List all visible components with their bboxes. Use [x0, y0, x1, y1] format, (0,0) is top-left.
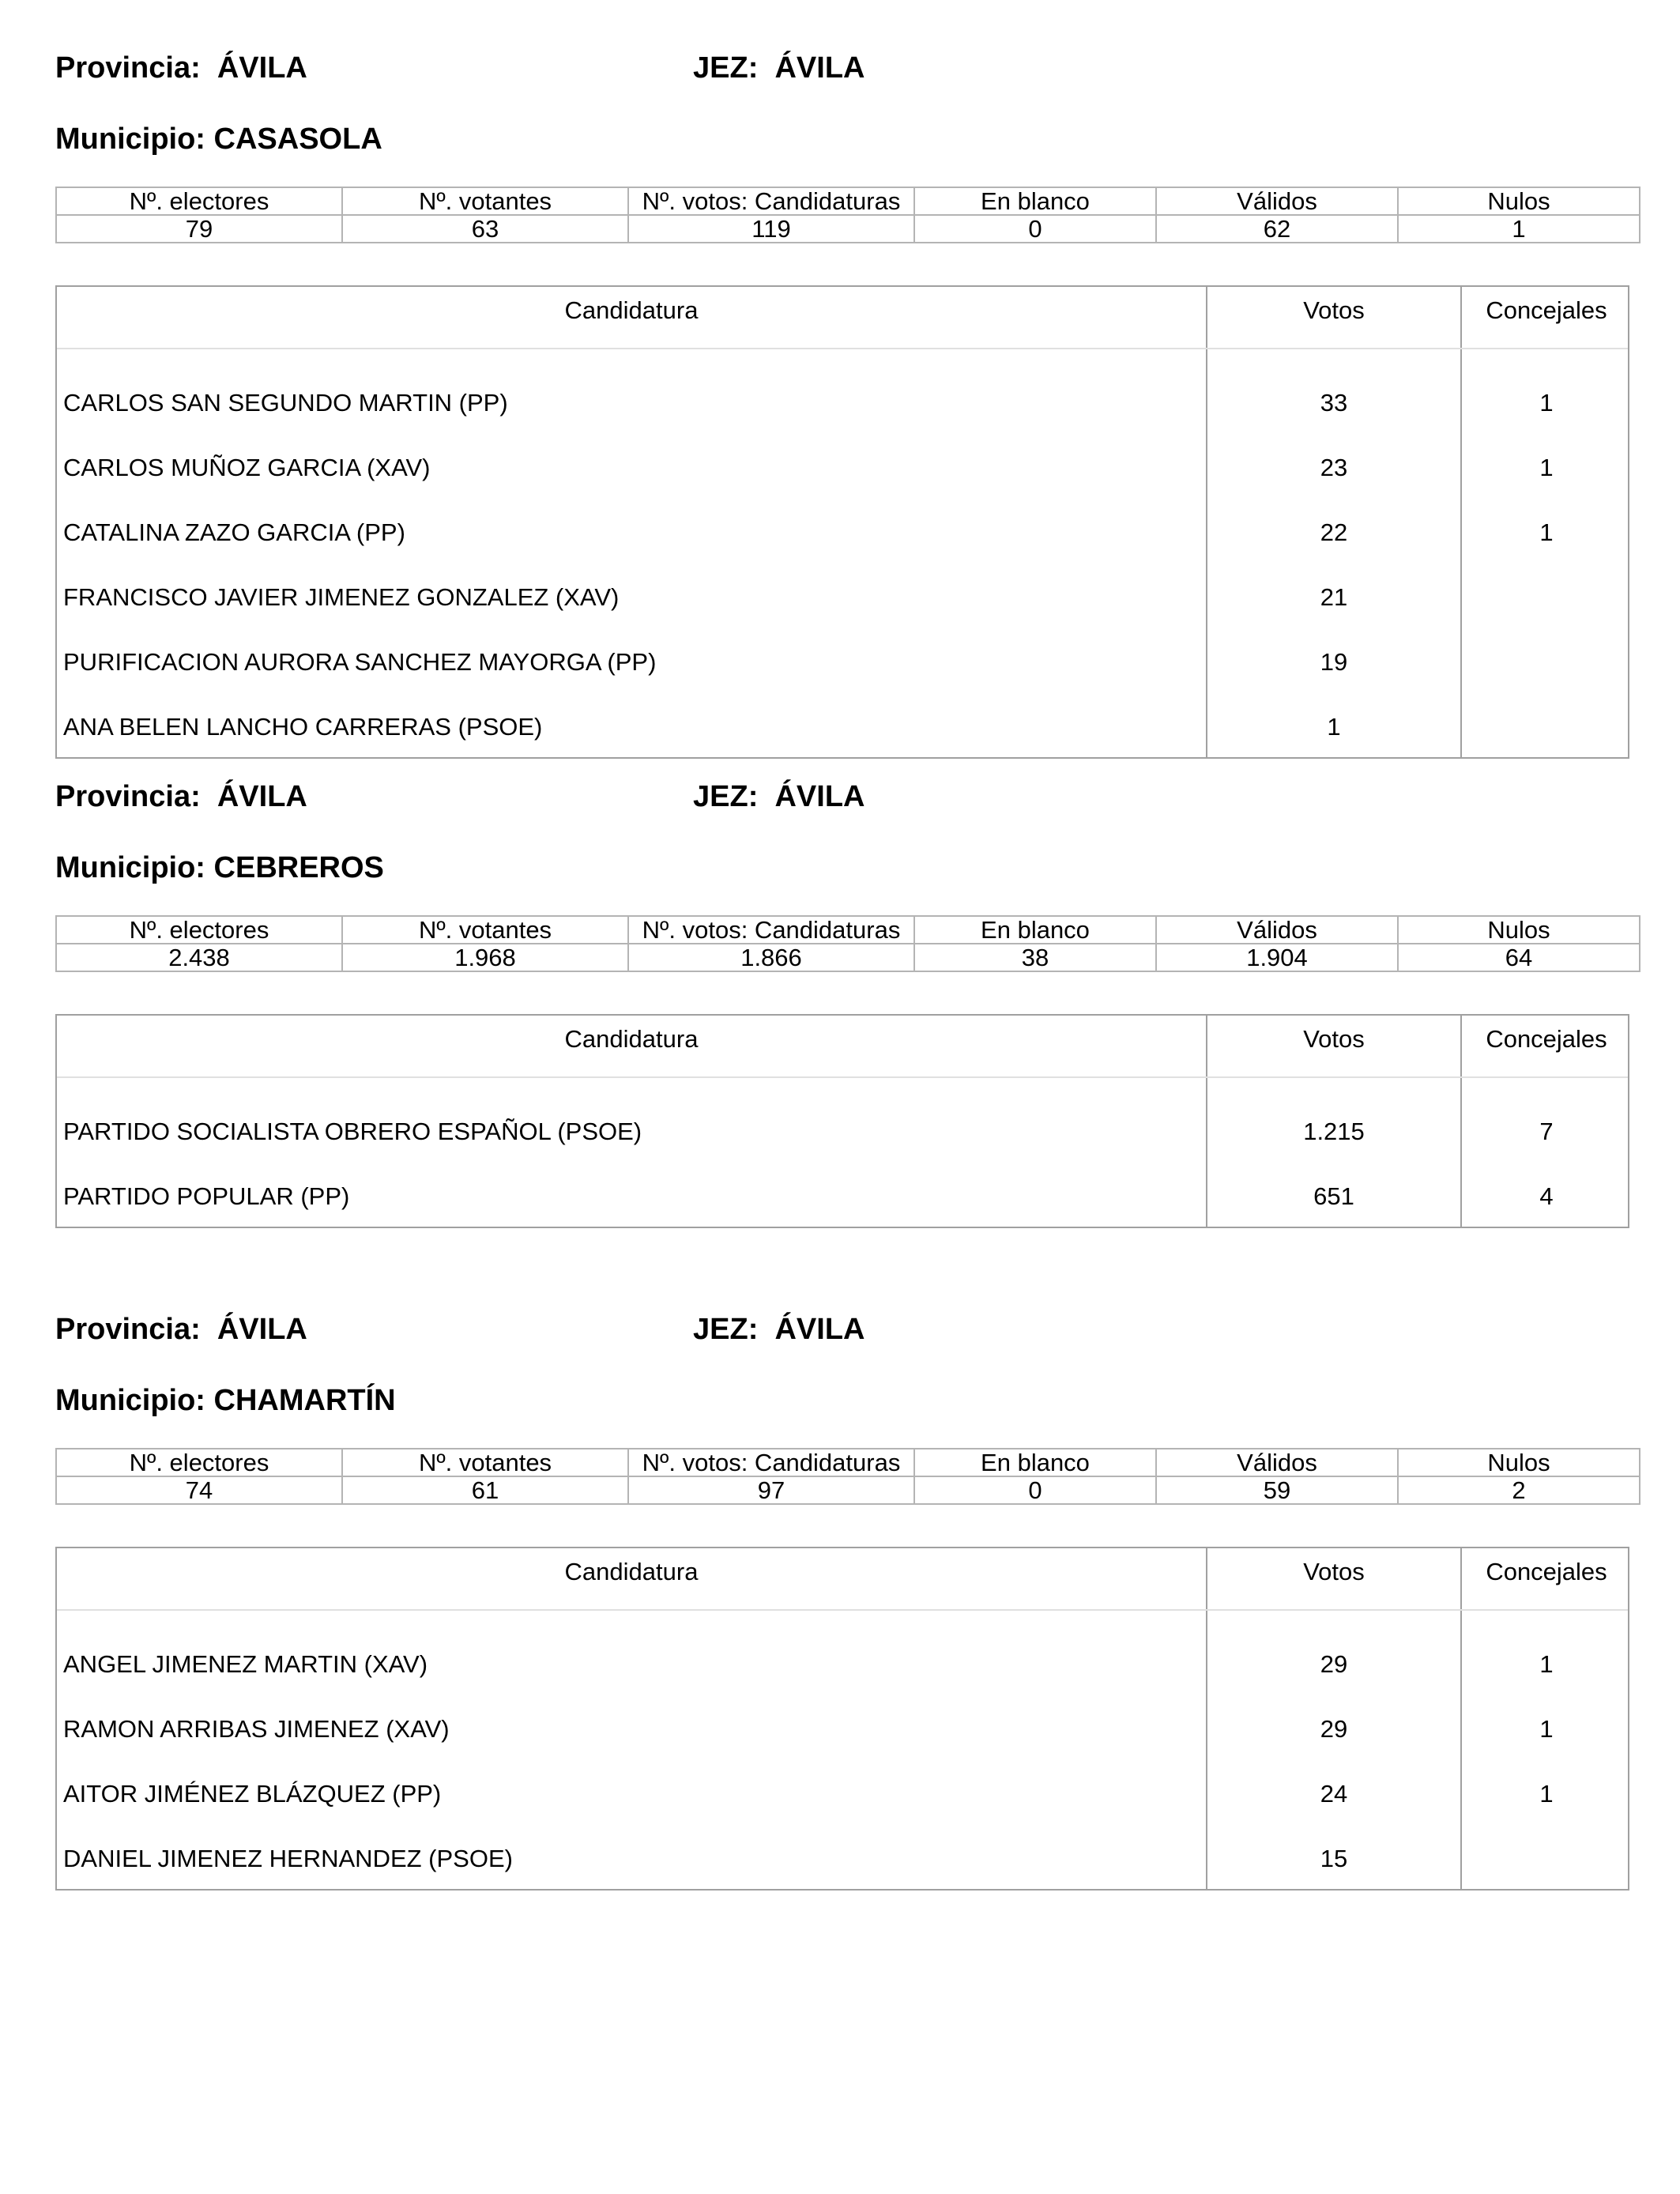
- stats-header-cell: Válidos: [1156, 916, 1398, 944]
- stats-header-cell: Nº. electores: [56, 916, 342, 944]
- stats-value-cell: 79: [56, 215, 342, 243]
- stats-header-cell: En blanco: [914, 1449, 1156, 1476]
- candidate-councillors-cell: [1460, 563, 1631, 628]
- stats-value-row: [56, 944, 1640, 971]
- candidate-votes: 23: [1320, 454, 1348, 481]
- candidate-votes: 22: [1320, 518, 1348, 546]
- stats-value-cell: 0: [914, 1476, 1156, 1504]
- candidate-councillors-cell: [1460, 1097, 1631, 1162]
- stats-value-cell: 1.968: [342, 944, 628, 971]
- candidate-councillors: 1: [1539, 1715, 1554, 1743]
- candidate-name-cell: [57, 498, 1206, 563]
- gap-cell: [1206, 1611, 1460, 1630]
- candidate-row: [57, 628, 1628, 692]
- candidate-votes-cell: [1206, 1695, 1460, 1759]
- candidate-name: PURIFICACION AURORA SANCHEZ MAYORGA (PP): [63, 648, 657, 676]
- stats-value-cell: 1: [1398, 215, 1640, 243]
- candidate-name: CARLOS MUÑOZ GARCIA (XAV): [63, 454, 431, 481]
- candidate-votes-cell: [1206, 1097, 1460, 1162]
- stats-header-row: [56, 187, 1640, 215]
- candidate-votes-cell: [1206, 1630, 1460, 1695]
- header-label-votos: Votos: [1303, 1558, 1365, 1585]
- stats-value-cell: 0: [914, 215, 1156, 243]
- gap-cell: [1460, 349, 1631, 368]
- jez-label: JEZ:: [693, 780, 759, 813]
- jez-header: [693, 51, 864, 85]
- header-cell-candidatura: [57, 1016, 1206, 1076]
- stats-header-cell: Nº. votantes: [342, 1449, 628, 1476]
- header-cell-votos: [1206, 1548, 1460, 1609]
- candidate-councillors-cell: [1460, 692, 1631, 757]
- jez-value: ÁVILA: [774, 780, 865, 813]
- candidate-councillors: 1: [1539, 454, 1554, 481]
- stats-value-cell: 62: [1156, 215, 1398, 243]
- jez-value: ÁVILA: [774, 1313, 865, 1346]
- candidate-councillors-cell: [1460, 628, 1631, 692]
- candidate-votes: 21: [1320, 583, 1348, 611]
- provincia-header: [55, 1312, 307, 1347]
- candidate-votes: 651: [1313, 1182, 1354, 1210]
- candidate-councillors-cell: [1460, 1759, 1631, 1824]
- candidate-votes-cell: [1206, 1162, 1460, 1227]
- header-gap: [57, 349, 1628, 368]
- candidate-name-cell: [57, 1630, 1206, 1695]
- candidate-votes-cell: [1206, 1824, 1460, 1889]
- stats-header-cell: Nº. votos: Candidaturas: [628, 1449, 914, 1476]
- header-cell-concejales: [1460, 1016, 1631, 1076]
- candidate-name-cell: [57, 368, 1206, 433]
- header-cell-candidatura: [57, 287, 1206, 348]
- candidate-row: [57, 368, 1628, 433]
- header-cell-votos: [1206, 287, 1460, 348]
- municipio-header: [55, 850, 384, 885]
- candidate-name-cell: [57, 692, 1206, 757]
- candidate-votes: 29: [1320, 1650, 1348, 1678]
- candidate-councillors-cell: [1460, 368, 1631, 433]
- gap-cell: [57, 1611, 1206, 1630]
- candidate-row: [57, 1097, 1628, 1162]
- candidate-councillors: 1: [1539, 1650, 1554, 1678]
- header-label-concejales: Concejales: [1486, 1558, 1607, 1585]
- candidate-name: ANGEL JIMENEZ MARTIN (XAV): [63, 1650, 428, 1678]
- stats-header-cell: Válidos: [1156, 1449, 1398, 1476]
- candidate-name: ANA BELEN LANCHO CARRERAS (PSOE): [63, 713, 543, 741]
- municipio-label: Municipio:: [55, 1384, 205, 1417]
- candidate-votes: 24: [1320, 1780, 1348, 1808]
- candidate-councillors: 1: [1539, 1780, 1554, 1808]
- candidate-councillors: 1: [1539, 389, 1554, 417]
- stats-header-cell: Nulos: [1398, 1449, 1640, 1476]
- candidate-name-cell: [57, 1162, 1206, 1227]
- candidate-councillors: 4: [1539, 1182, 1554, 1210]
- candidate-name: PARTIDO SOCIALISTA OBRERO ESPAÑOL (PSOE): [63, 1118, 642, 1145]
- candidate-row: [57, 1630, 1628, 1695]
- stats-value-cell: 97: [628, 1476, 914, 1504]
- candidate-votes: 33: [1320, 389, 1348, 417]
- municipio-label: Municipio:: [55, 123, 205, 156]
- candidate-votes-cell: [1206, 1759, 1460, 1824]
- stats-header-cell: Nulos: [1398, 916, 1640, 944]
- stats-value-cell: 119: [628, 215, 914, 243]
- jez-header: [693, 1312, 864, 1347]
- header-label-candidatura: Candidatura: [564, 1025, 699, 1053]
- candidate-councillors: 1: [1539, 518, 1554, 546]
- stats-value-cell: 61: [342, 1476, 628, 1504]
- provincia-value: ÁVILA: [217, 51, 307, 85]
- header-label-votos: Votos: [1303, 1025, 1365, 1053]
- candidate-votes-cell: [1206, 692, 1460, 757]
- candidate-row: [57, 563, 1628, 628]
- stats-header-cell: En blanco: [914, 187, 1156, 215]
- header-label-concejales: Concejales: [1486, 296, 1607, 324]
- stats-value-cell: 59: [1156, 1476, 1398, 1504]
- candidate-name: CARLOS SAN SEGUNDO MARTIN (PP): [63, 389, 508, 417]
- header-label-candidatura: Candidatura: [564, 296, 699, 324]
- header-cell-votos: [1206, 1016, 1460, 1076]
- candidates-header-row: [57, 1016, 1628, 1078]
- candidate-name: FRANCISCO JAVIER JIMENEZ GONZALEZ (XAV): [63, 583, 620, 611]
- stats-value-cell: 2.438: [56, 944, 342, 971]
- municipio-value: CASASOLA: [213, 123, 382, 156]
- stats-header-cell: Nº. votantes: [342, 916, 628, 944]
- stats-value-cell: 64: [1398, 944, 1640, 971]
- municipio-header: [55, 122, 382, 156]
- municipio-value: CEBREROS: [213, 851, 384, 884]
- jez-value: ÁVILA: [774, 51, 865, 85]
- candidate-councillors-cell: [1460, 1695, 1631, 1759]
- candidate-councillors-cell: [1460, 498, 1631, 563]
- jez-label: JEZ:: [693, 1313, 759, 1346]
- stats-header-cell: Nº. votos: Candidaturas: [628, 916, 914, 944]
- candidate-votes-cell: [1206, 563, 1460, 628]
- candidate-row: [57, 692, 1628, 757]
- candidate-name-cell: [57, 1695, 1206, 1759]
- stats-value-cell: 1.904: [1156, 944, 1398, 971]
- stats-value-cell: 1.866: [628, 944, 914, 971]
- candidate-name-cell: [57, 628, 1206, 692]
- header-label-votos: Votos: [1303, 296, 1365, 324]
- candidate-row: [57, 1162, 1628, 1227]
- header-label-concejales: Concejales: [1486, 1025, 1607, 1053]
- candidate-votes: 1.215: [1303, 1118, 1365, 1145]
- candidate-name: CATALINA ZAZO GARCIA (PP): [63, 518, 405, 546]
- candidate-name: PARTIDO POPULAR (PP): [63, 1182, 350, 1210]
- candidates-header-row: [57, 287, 1628, 349]
- stats-value-row: [56, 215, 1640, 243]
- stats-table: [55, 187, 1640, 243]
- candidate-votes: 29: [1320, 1715, 1348, 1743]
- candidate-row: [57, 1695, 1628, 1759]
- candidate-councillors-cell: [1460, 1824, 1631, 1889]
- stats-value-cell: 74: [56, 1476, 342, 1504]
- candidate-councillors-cell: [1460, 433, 1631, 498]
- candidate-votes-cell: [1206, 628, 1460, 692]
- candidate-name: AITOR JIMÉNEZ BLÁZQUEZ (PP): [63, 1780, 442, 1808]
- candidates-table: [55, 1547, 1629, 1891]
- stats-header-cell: Nº. votantes: [342, 187, 628, 215]
- gap-cell: [57, 349, 1206, 368]
- stats-value-cell: 38: [914, 944, 1156, 971]
- candidate-name: RAMON ARRIBAS JIMENEZ (XAV): [63, 1715, 450, 1743]
- candidate-name-cell: [57, 1759, 1206, 1824]
- candidate-name-cell: [57, 1097, 1206, 1162]
- header-label-candidatura: Candidatura: [564, 1558, 699, 1585]
- gap-cell: [1206, 1078, 1460, 1097]
- candidate-councillors: 7: [1539, 1118, 1554, 1145]
- stats-table: [55, 915, 1640, 972]
- candidate-row: [57, 1759, 1628, 1824]
- candidate-votes-cell: [1206, 498, 1460, 563]
- candidate-votes-cell: [1206, 433, 1460, 498]
- candidate-row: [57, 1824, 1628, 1889]
- stats-value-row: [56, 1476, 1640, 1504]
- provincia-value: ÁVILA: [217, 1313, 307, 1346]
- stats-value-cell: 2: [1398, 1476, 1640, 1504]
- candidate-votes-cell: [1206, 368, 1460, 433]
- gap-cell: [57, 1078, 1206, 1097]
- candidate-row: [57, 433, 1628, 498]
- provincia-label: Provincia:: [55, 51, 201, 85]
- municipio-value: CHAMARTÍN: [213, 1384, 396, 1417]
- candidate-name-cell: [57, 433, 1206, 498]
- candidate-votes: 19: [1320, 648, 1348, 676]
- provincia-value: ÁVILA: [217, 780, 307, 813]
- provincia-header: [55, 779, 307, 814]
- header-cell-concejales: [1460, 287, 1631, 348]
- gap-cell: [1206, 349, 1460, 368]
- stats-header-cell: En blanco: [914, 916, 1156, 944]
- header-gap: [57, 1078, 1628, 1097]
- header-cell-candidatura: [57, 1548, 1206, 1609]
- candidate-councillors-cell: [1460, 1630, 1631, 1695]
- header-cell-concejales: [1460, 1548, 1631, 1609]
- provincia-label: Provincia:: [55, 1313, 201, 1346]
- stats-header-cell: Nº. votos: Candidaturas: [628, 187, 914, 215]
- municipio-label: Municipio:: [55, 851, 205, 884]
- provincia-header: [55, 51, 307, 85]
- stats-header-row: [56, 916, 1640, 944]
- stats-table: [55, 1448, 1640, 1505]
- candidates-table: [55, 285, 1629, 759]
- candidate-row: [57, 498, 1628, 563]
- candidates-header-row: [57, 1548, 1628, 1611]
- candidate-name-cell: [57, 563, 1206, 628]
- stats-header-cell: Nulos: [1398, 187, 1640, 215]
- candidate-name: DANIEL JIMENEZ HERNANDEZ (PSOE): [63, 1845, 513, 1872]
- header-gap: [57, 1611, 1628, 1630]
- candidate-votes: 15: [1320, 1845, 1348, 1872]
- stats-header-cell: Nº. electores: [56, 187, 342, 215]
- gap-cell: [1460, 1611, 1631, 1630]
- stats-header-cell: Válidos: [1156, 187, 1398, 215]
- stats-header-row: [56, 1449, 1640, 1476]
- candidate-councillors-cell: [1460, 1162, 1631, 1227]
- provincia-label: Provincia:: [55, 780, 201, 813]
- jez-label: JEZ:: [693, 51, 759, 85]
- stats-value-cell: 63: [342, 215, 628, 243]
- candidates-table: [55, 1014, 1629, 1228]
- gap-cell: [1460, 1078, 1631, 1097]
- candidate-votes: 1: [1327, 713, 1341, 741]
- jez-header: [693, 779, 864, 814]
- municipio-header: [55, 1383, 396, 1418]
- stats-header-cell: Nº. electores: [56, 1449, 342, 1476]
- candidate-name-cell: [57, 1824, 1206, 1889]
